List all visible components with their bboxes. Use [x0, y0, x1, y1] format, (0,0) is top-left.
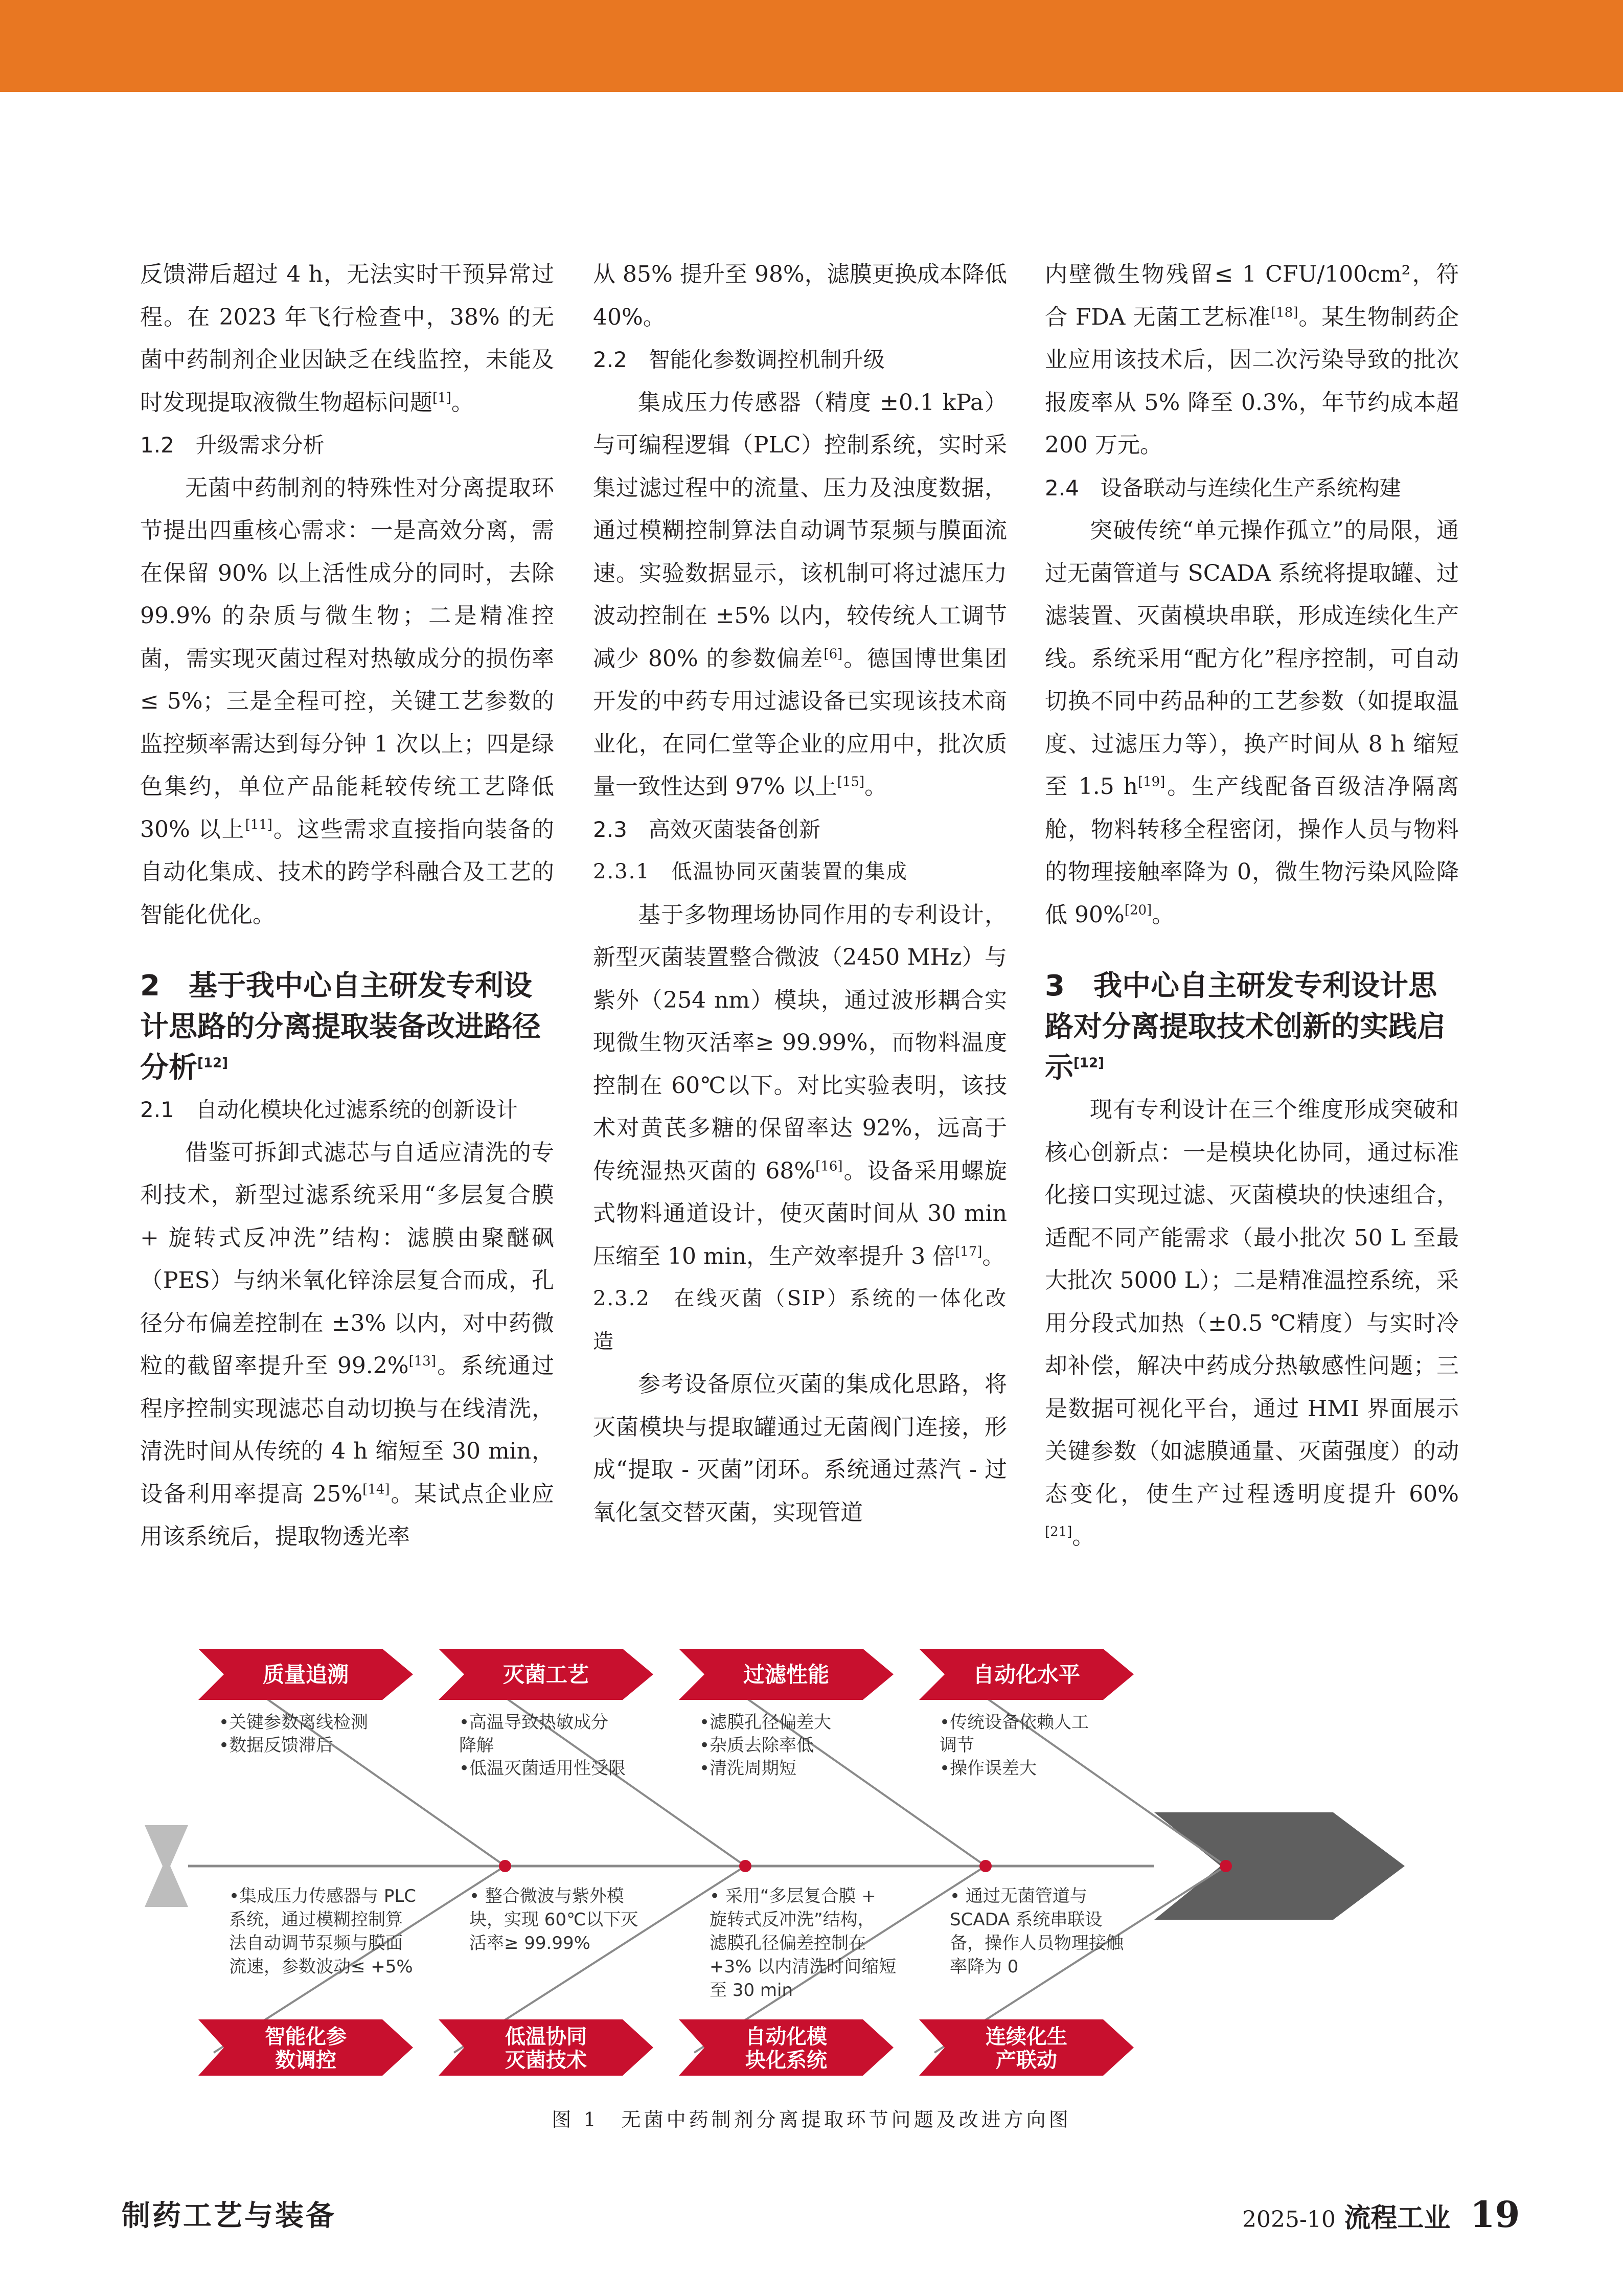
top-issue-text: 调节 — [940, 1735, 974, 1756]
footer-magazine-name: 流程工业 — [1344, 2202, 1451, 2234]
top-issue-text: •滤膜孔径偏差大 — [699, 1712, 832, 1733]
footer-issue-date: 2025-10 — [1242, 2207, 1336, 2233]
paragraph: 从 85% 提升至 98%，滤膜更换成本降低 40%。 — [593, 261, 1007, 330]
bottom-improvement-text: +3% 以内清洗时间缩短 — [710, 1957, 897, 1977]
bottom-improvement-text: SCADA 系统串联设 — [950, 1909, 1103, 1930]
top-color-band — [0, 0, 1623, 92]
bottom-improvement-text: 旋转式反冲洗”结构， — [710, 1909, 875, 1930]
paragraph: 基于多物理场协同作用的专利设计，新型灭菌装置整合微波（2450 MHz）与紫外（254 nm）模块，通过波形耦合实现微生物灭活率≥ 99.99%，而物料温度控制在 60℃以下。对比实验表明，该技术对黄芪多糖的保留率达 92%，远高于传统湿热灭菌的 68%[16]。设备采用螺旋式物料通道设计，使灭菌时间从 30 min 压缩至 10 min，生产效率提升 3 倍[17]。 — [593, 901, 1007, 1269]
bottom-improvement-text: • 采用“多层复合膜 + — [710, 1886, 876, 1906]
bottom-direction-title: 灭菌技术 — [505, 2049, 587, 2072]
bottom-direction-title: 智能化参 — [265, 2025, 347, 2049]
text-column-3 — [1045, 253, 1459, 1558]
paragraph: 内壁微生物残留≤ 1 CFU/100cm²，符合 FDA 无菌工艺标准[18]。某生物制药企业应用该技术后，因二次污染导致的批次报废率从 5% 降至 0.3%，年节约成本超 200 万元。 — [1045, 261, 1459, 458]
bottom-improvement-text: 至 30 min — [710, 1980, 793, 2001]
bottom-direction-title: 数调控 — [275, 2049, 336, 2072]
bottom-direction-title: 连续化生 — [986, 2025, 1067, 2049]
branch-joint-dot — [1220, 1860, 1232, 1872]
fishbone-diagram — [142, 1644, 1503, 2088]
top-category-title: 质量追溯 — [262, 1662, 349, 1687]
bottom-improvement-text: 流速，参数波动≤ +5% — [229, 1957, 413, 1977]
section-heading-2: 2 基于我中心自主研发专利设计思路的分离提取装备改进路径分析[12] — [140, 969, 541, 1084]
top-issue-text: •传统设备依赖人工 — [940, 1712, 1089, 1733]
section-heading-2-3: 2.3 高效灭菌装备创新 — [593, 816, 820, 842]
bottom-improvement-text: • 整合微波与紫外模 — [469, 1886, 624, 1906]
top-issue-text: 降解 — [459, 1735, 494, 1756]
branch-joint-dot — [979, 1860, 992, 1872]
paragraph: 参考设备原位灭菌的集成化思路，将灭菌模块与提取罐通过无菌阀门连接，形成“提取 - 灭菌”闭环。系统通过蒸汽 - 过氧化氢交替灭菌，实现管道 — [593, 1371, 1007, 1526]
bottom-improvement-text: • 通过无菌管道与 — [950, 1886, 1087, 1906]
top-category-title: 过滤性能 — [743, 1662, 830, 1687]
bottom-improvement-text: 率降为 0 — [950, 1957, 1019, 1977]
top-issue-text: •清洗周期短 — [699, 1758, 797, 1779]
bottom-improvement-text: 活率≥ 99.99% — [469, 1933, 590, 1953]
bottom-improvement-text: 滤膜孔径偏差控制在 — [710, 1933, 866, 1953]
top-category-title: 自动化水平 — [972, 1662, 1081, 1687]
top-issue-text: •操作误差大 — [940, 1758, 1037, 1779]
bottom-direction-title: 自动化模 — [745, 2025, 827, 2049]
paragraph: 现有专利设计在三个维度形成突破和核心创新点：一是模块化协同，通过标准化接口实现过滤、灭菌模块的快速组合，适配不同产能需求（最小批次 50 L 至最大批次 5000 L）；二是精准温控系统，采用分段式加热（±0.5 ℃精度）与实时冷却补偿，解决中药成分热敏感性问题；三是数据可视化平台，通过 HMI 界面展示关键参数（如滤膜通量、灭菌强度）的动态变化，使生产过程透明度提升 60%[21]。 — [1045, 1097, 1459, 1550]
top-category-title: 灭菌工艺 — [502, 1662, 589, 1687]
paragraph: 无菌中药制剂的特殊性对分离提取环节提出四重核心需求：一是高效分离，需在保留 90% 以上活性成分的同时，去除 99.9% 的杂质与微生物；二是精准控菌，需实现灭菌过程对热敏成分的损伤率≤ 5%；三是全程可控，关键工艺参数的监控频率需达到每分钟 1 次以上；四是绿色集约，单位产品能耗较传统工艺降低 30% 以上[11]。这些需求直接指向装备的自动化集成、技术的跨学科融合及工艺的智能化优化。 — [140, 474, 554, 928]
section-heading-1-2: 1.2 升级需求分析 — [140, 433, 325, 458]
fishbone-figure — [142, 1644, 1503, 2088]
figure-caption: 图 1 无菌中药制剂分离提取环节问题及改进方向图 — [552, 2108, 1071, 2131]
paragraph: 反馈滞后超过 4 h，无法实时干预异常过程。在 2023 年飞行检查中，38% 的无菌中药制剂企业因缺乏在线监控，未能及时发现提取液微生物超标问题[1]。 — [140, 261, 554, 416]
bottom-direction-title: 块化系统 — [745, 2049, 827, 2072]
section-heading-3: 3 我中心自主研发专利设计思路对分离提取技术创新的实践启示[12] — [1045, 969, 1446, 1084]
bottom-improvement-text: 备，操作人员物理接触 — [950, 1933, 1124, 1953]
top-issue-text: •高温导致热敏成分 — [459, 1712, 609, 1733]
bottom-improvement-text: •集成压力传感器与 PLC — [229, 1886, 417, 1906]
branch-joint-dot — [499, 1860, 511, 1872]
text-column-1 — [140, 253, 554, 1558]
section-heading-2-3-1: 2.3.1 低温协同灭菌装置的集成 — [593, 860, 908, 883]
section-heading-2-1: 2.1 自动化模块化过滤系统的创新设计 — [140, 1097, 518, 1122]
top-issue-text: •数据反馈滞后 — [219, 1735, 334, 1756]
bottom-improvement-text: 块，实现 60℃以下灭 — [469, 1909, 638, 1930]
text-column-2 — [593, 253, 1007, 1534]
bottom-direction-title: 产联动 — [996, 2049, 1057, 2072]
section-heading-2-2: 2.2 智能化参数调控机制升级 — [593, 347, 885, 372]
branch-joint-dot — [739, 1860, 751, 1872]
top-issue-text: •关键参数离线检测 — [219, 1712, 369, 1733]
top-issue-text: •杂质去除率低 — [699, 1735, 814, 1756]
fish-tail-shape — [145, 1825, 188, 1907]
paragraph: 集成压力传感器（精度 ±0.1 kPa）与可编程逻辑（PLC）控制系统，实时采集过滤过程中的流量、压力及浊度数据，通过模糊控制算法自动调节泵频与膜面流速。实验数据显示，该机制可将过滤压力波动控制在 ±5% 以内，较传统人工调节减少 80% 的参数偏差[6]。德国博世集团开发的中药专用过滤设备已实现该技术商业化，在同仁堂等企业的应用中，批次质量一致性达到 97% 以上[15]。 — [593, 389, 1007, 800]
paragraph: 突破传统“单元操作孤立”的局限，通过无菌管道与 SCADA 系统将提取罐、过滤装置、灭菌模块串联，形成连续化生产线。系统采用“配方化”程序控制，可自动切换不同中药品种的工艺参数（如提取温度、过滤压力等），换产时间从 8 h 缩短至 1.5 h[19]。生产线配备百级洁净隔离舱，物料转移全程密闭，操作人员与物料的物理接触率降为 0，微生物污染风险降低 90%[20]。 — [1045, 517, 1459, 928]
footer-issue — [1242, 2193, 1520, 2236]
footer-journal-section: 制药工艺与装备 — [122, 2199, 336, 2233]
top-issue-text: •低温灭菌适用性受限 — [459, 1758, 626, 1779]
paragraph: 借鉴可拆卸式滤芯与自适应清洗的专利技术，新型过滤系统采用“多层复合膜 + 旋转式反冲洗”结构：滤膜由聚醚砜（PES）与纳米氧化锌涂层复合而成，孔径分布偏差控制在 ±3% 以内，对中药微粒的截留率提升至 99.2%[13]。系统通过程序控制实现滤芯自动切换与在线清洗，清洗时间从传统的 4 h 缩短至 30 min，设备利用率提高 25%[14]。某试点企业应用该系统后，提取物透光率 — [140, 1139, 555, 1550]
bottom-improvement-text: 法自动调节泵频与膜面 — [229, 1933, 403, 1953]
page-number: 19 — [1470, 2193, 1520, 2236]
bottom-improvement-text: 系统，通过模糊控制算 — [229, 1909, 403, 1930]
section-heading-2-4: 2.4 设备联动与连续化生产系统构建 — [1045, 475, 1401, 501]
section-heading-2-3-2: 2.3.2 在线灭菌（SIP）系统的一体化改造 — [593, 1287, 1007, 1353]
bottom-direction-title: 低温协同 — [505, 2025, 587, 2049]
